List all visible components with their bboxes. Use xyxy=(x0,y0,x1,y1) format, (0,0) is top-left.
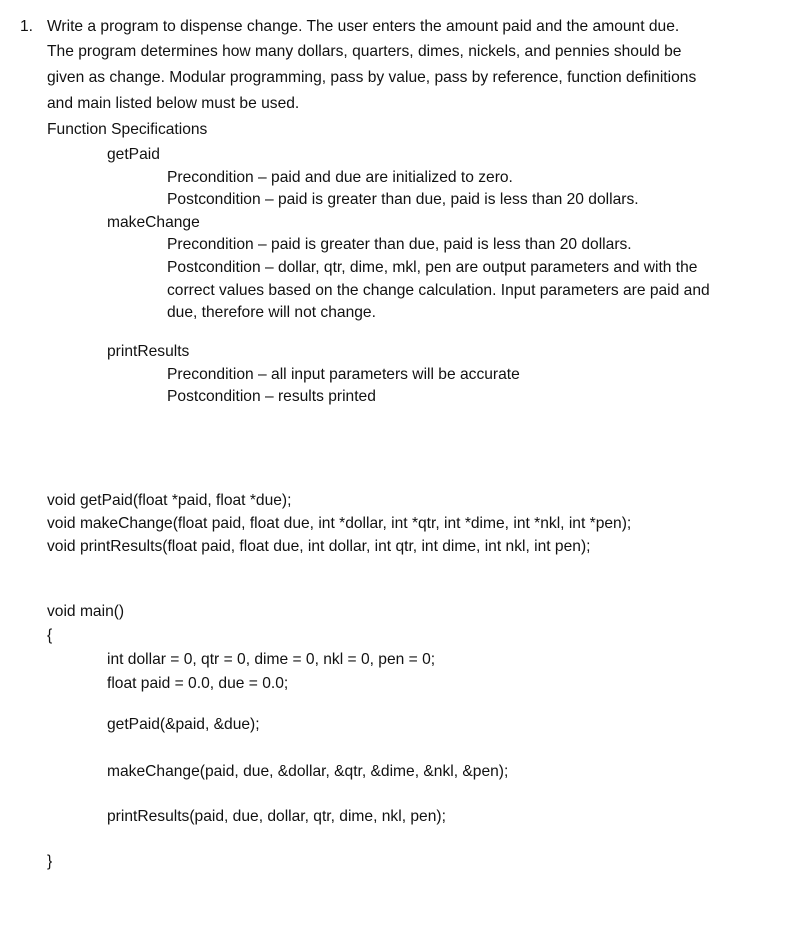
spec-heading: Function Specifications xyxy=(47,121,208,138)
main-body-line: float paid = 0.0, due = 0.0; xyxy=(107,675,289,692)
prototype-line: void getPaid(float *paid, float *due); xyxy=(47,492,292,509)
main-signature: void main() xyxy=(47,603,125,620)
spec-line: Postcondition – paid is greater than due, paid is less than 20 dollars. xyxy=(167,191,639,208)
question-number: 1. xyxy=(20,18,34,35)
spec-line: Precondition – paid and due are initialized to zero. xyxy=(167,169,513,186)
function-name: getPaid xyxy=(107,146,160,163)
spec-line: correct values based on the change calculation. Input parameters are paid and xyxy=(167,282,710,299)
prototype-line: void makeChange(float paid, float due, int *dollar, int *qtr, int *dime, int *nkl, int *pen); xyxy=(47,515,632,532)
spec-line: Precondition – all input parameters will be accurate xyxy=(167,366,520,383)
main-close-brace: } xyxy=(47,853,53,870)
spec-line: Precondition – paid is greater than due, paid is less than 20 dollars. xyxy=(167,236,632,253)
function-name: printResults xyxy=(107,343,190,360)
intro-line: The program determines how many dollars, quarters, dimes, nickels, and pennies should be xyxy=(47,43,682,60)
prototype-line: void printResults(float paid, float due, int dollar, int qtr, int dime, int nkl, int pen); xyxy=(47,538,591,555)
intro-line: given as change. Modular programming, pass by value, pass by reference, function definitions xyxy=(47,69,697,86)
main-open-brace: { xyxy=(47,627,53,644)
intro-line: Write a program to dispense change. The user enters the amount paid and the amount due. xyxy=(47,18,680,35)
function-name: makeChange xyxy=(107,214,200,231)
main-body-line: printResults(paid, due, dollar, qtr, dime, nkl, pen); xyxy=(107,808,446,825)
main-body-line: getPaid(&paid, &due); xyxy=(107,716,260,733)
spec-line: Postcondition – dollar, qtr, dime, mkl, pen are output parameters and with the xyxy=(167,259,698,276)
spec-line: Postcondition – results printed xyxy=(167,388,376,405)
main-body-line: makeChange(paid, due, &dollar, &qtr, &dime, &nkl, &pen); xyxy=(107,763,509,780)
intro-line: and main listed below must be used. xyxy=(47,95,300,112)
main-body-line: int dollar = 0, qtr = 0, dime = 0, nkl = 0, pen = 0; xyxy=(107,651,436,668)
spec-line: due, therefore will not change. xyxy=(167,304,376,321)
